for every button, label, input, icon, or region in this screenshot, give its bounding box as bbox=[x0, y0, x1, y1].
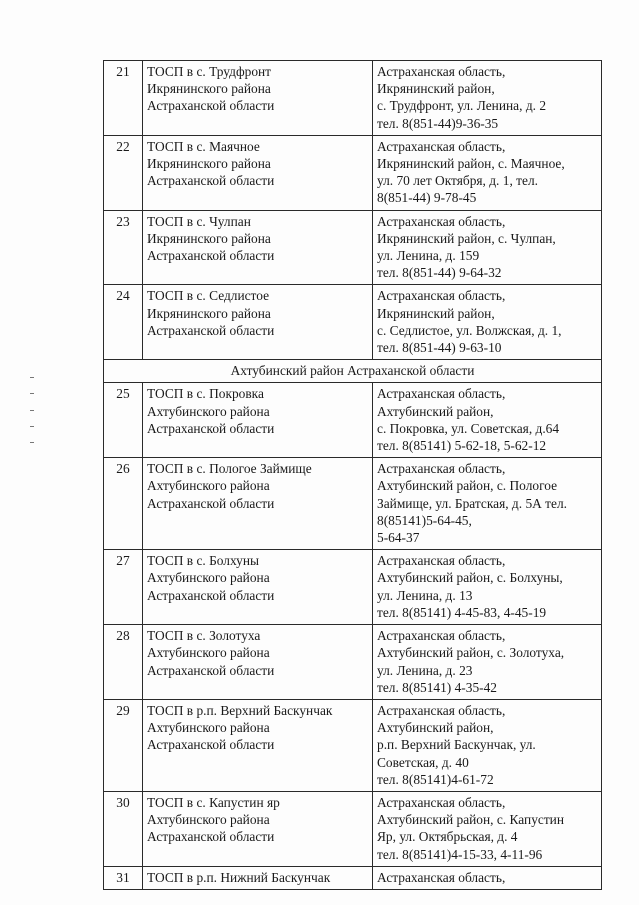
address-line: Астраханская область, bbox=[377, 869, 506, 885]
office-name-line: Астраханской области bbox=[147, 829, 275, 845]
section-row bbox=[104, 360, 602, 383]
office-name-cell bbox=[143, 458, 373, 550]
office-name-cell bbox=[143, 383, 373, 458]
row-number: 24 bbox=[104, 285, 143, 360]
office-name-cell bbox=[143, 285, 373, 360]
address-line: Ахтубинский район, с. Пологое bbox=[377, 478, 558, 494]
office-name-line: Ахтубинского района bbox=[147, 403, 270, 419]
row-number: 22 bbox=[104, 135, 143, 210]
address-line: Астраханская область, bbox=[377, 794, 506, 810]
address-line: 8(85141)5-64-45, bbox=[377, 512, 472, 528]
office-name-cell bbox=[143, 866, 373, 889]
section-title: Ахтубинский район Астраханской области bbox=[104, 360, 602, 383]
office-name-line: Ахтубинского района bbox=[147, 720, 270, 736]
table-row bbox=[104, 210, 602, 285]
address-line: Астраханская область, bbox=[377, 628, 506, 644]
address-line: Астраханская область, bbox=[377, 138, 506, 154]
office-name-line: Икрянинского района bbox=[147, 81, 271, 97]
address-line: Яр, ул. Октябрьская, д. 4 bbox=[377, 829, 518, 845]
address-line: Икрянинский район, bbox=[377, 81, 495, 97]
address-line: тел. 8(85141) 4-45-83, 4-45-19 bbox=[377, 604, 547, 620]
office-name-line: ТОСП в с. Капустин яр bbox=[147, 794, 280, 810]
table-row bbox=[104, 699, 602, 791]
row-number: 31 bbox=[104, 866, 143, 889]
table-row bbox=[104, 135, 602, 210]
address-cell bbox=[373, 791, 602, 866]
address-line: Астраханская область, bbox=[377, 702, 506, 718]
scan-mark bbox=[30, 442, 34, 443]
address-line: р.п. Верхний Баскунчак, ул. bbox=[377, 737, 536, 753]
office-name-cell bbox=[143, 699, 373, 791]
address-line: тел. 8(851-44)9-36-35 bbox=[377, 115, 499, 131]
table-row bbox=[104, 625, 602, 700]
address-line: Ахтубинский район, с. Капустин bbox=[377, 812, 565, 828]
office-name-line: Ахтубинского района bbox=[147, 645, 270, 661]
address-cell bbox=[373, 866, 602, 889]
address-line: ул. Ленина, д. 23 bbox=[377, 662, 473, 678]
office-name-line: Икрянинского района bbox=[147, 305, 271, 321]
office-name-cell bbox=[143, 625, 373, 700]
address-line: с. Трудфронт, ул. Ленина, д. 2 bbox=[377, 98, 547, 114]
address-line: Астраханская область, bbox=[377, 386, 506, 402]
table-row bbox=[104, 791, 602, 866]
office-name-line: Астраханской области bbox=[147, 322, 275, 338]
table-row bbox=[104, 866, 602, 889]
office-name-line: ТОСП в с. Седлистое bbox=[147, 288, 270, 304]
address-cell bbox=[373, 285, 602, 360]
address-cell bbox=[373, 458, 602, 550]
address-cell bbox=[373, 135, 602, 210]
address-cell bbox=[373, 699, 602, 791]
table-row bbox=[104, 383, 602, 458]
address-line: тел. 8(85141)4-61-72 bbox=[377, 771, 494, 787]
row-number: 26 bbox=[104, 458, 143, 550]
table-row bbox=[104, 61, 602, 136]
office-name-line: ТОСП в с. Болхуны bbox=[147, 553, 260, 569]
scan-mark bbox=[30, 410, 34, 411]
office-name-line: Икрянинского района bbox=[147, 156, 271, 172]
office-name-cell bbox=[143, 210, 373, 285]
row-number: 23 bbox=[104, 210, 143, 285]
table-body-top bbox=[104, 61, 602, 360]
address-line: тел. 8(85141) 4-35-42 bbox=[377, 679, 498, 695]
office-name-line: Ахтубинского района bbox=[147, 812, 270, 828]
office-name-line: Астраханской области bbox=[147, 248, 275, 264]
address-line: Ахтубинский район, с. Золотуха, bbox=[377, 645, 565, 661]
row-number: 28 bbox=[104, 625, 143, 700]
address-line: с. Покровка, ул. Советская, д.64 bbox=[377, 420, 560, 436]
office-name-line: Астраханской области bbox=[147, 587, 275, 603]
office-name-line: Ахтубинского района bbox=[147, 570, 270, 586]
address-line: Советская, д. 40 bbox=[377, 754, 469, 770]
address-line: Икрянинский район, с. Чулпан, bbox=[377, 230, 556, 246]
address-line: с. Седлистое, ул. Волжская, д. 1, bbox=[377, 322, 562, 338]
office-name-line: Астраханской области bbox=[147, 420, 275, 436]
address-cell bbox=[373, 61, 602, 136]
row-number: 29 bbox=[104, 699, 143, 791]
table-row bbox=[104, 458, 602, 550]
scan-mark bbox=[30, 393, 34, 394]
office-name-line: ТОСП в с. Маячное bbox=[147, 138, 260, 154]
address-cell bbox=[373, 625, 602, 700]
address-line: 5-64-37 bbox=[377, 530, 420, 546]
row-number: 21 bbox=[104, 61, 143, 136]
address-cell bbox=[373, 383, 602, 458]
address-line: Икрянинский район, с. Маячное, bbox=[377, 156, 565, 172]
address-line: Займище, ул. Братская, д. 5А тел. bbox=[377, 495, 567, 511]
address-line: ул. 70 лет Октября, д. 1, тел. bbox=[377, 173, 538, 189]
office-name-line: ТОСП в с. Чулпан bbox=[147, 213, 251, 229]
section-header bbox=[104, 360, 602, 383]
table-row bbox=[104, 285, 602, 360]
table-body-bottom bbox=[104, 383, 602, 889]
office-name-line: Ахтубинского района bbox=[147, 478, 270, 494]
office-name-line: ТОСП в с. Покровка bbox=[147, 386, 264, 402]
address-line: Астраханская область, bbox=[377, 553, 506, 569]
office-name-cell bbox=[143, 61, 373, 136]
office-name-line: ТОСП в с. Золотуха bbox=[147, 628, 261, 644]
office-name-line: Икрянинского района bbox=[147, 230, 271, 246]
scan-mark bbox=[30, 426, 34, 427]
address-line: Астраханская область, bbox=[377, 288, 506, 304]
address-line: Ахтубинский район, bbox=[377, 403, 494, 419]
address-line: ул. Ленина, д. 13 bbox=[377, 587, 473, 603]
address-line: Астраханская область, bbox=[377, 64, 506, 79]
office-name-line: ТОСП в р.п. Верхний Баскунчак bbox=[147, 702, 333, 718]
office-name-line: Астраханской области bbox=[147, 737, 275, 753]
table-row bbox=[104, 550, 602, 625]
office-name-line: Астраханской области bbox=[147, 173, 275, 189]
address-line: тел. 8(85141) 5-62-18, 5-62-12 bbox=[377, 438, 547, 454]
scan-mark bbox=[30, 377, 34, 378]
address-line: Астраханская область, bbox=[377, 213, 506, 229]
office-name-line: ТОСП в с. Пологое Займище bbox=[147, 461, 312, 477]
office-name-cell bbox=[143, 791, 373, 866]
office-name-line: Астраханской области bbox=[147, 662, 275, 678]
office-name-line: Астраханской области bbox=[147, 98, 275, 114]
address-line: Икрянинский район, bbox=[377, 305, 495, 321]
address-line: Астраханская область, bbox=[377, 461, 506, 477]
row-number: 27 bbox=[104, 550, 143, 625]
address-cell bbox=[373, 210, 602, 285]
office-name-cell bbox=[143, 135, 373, 210]
address-line: тел. 8(851-44) 9-64-32 bbox=[377, 265, 502, 281]
address-line: тел. 8(851-44) 9-63-10 bbox=[377, 340, 502, 356]
address-line: Ахтубинский район, с. Болхуны, bbox=[377, 570, 563, 586]
address-line: тел. 8(85141)4-15-33, 4-11-96 bbox=[377, 846, 543, 862]
address-line: ул. Ленина, д. 159 bbox=[377, 248, 480, 264]
offices-table bbox=[103, 60, 602, 890]
row-number: 25 bbox=[104, 383, 143, 458]
office-name-line: ТОСП в р.п. Нижний Баскунчак bbox=[147, 869, 331, 885]
office-name-cell bbox=[143, 550, 373, 625]
row-number: 30 bbox=[104, 791, 143, 866]
address-line: 8(851-44) 9-78-45 bbox=[377, 190, 477, 206]
office-name-line: ТОСП в с. Трудфронт bbox=[147, 64, 272, 79]
address-line: Ахтубинский район, bbox=[377, 720, 494, 736]
office-name-line: Астраханской области bbox=[147, 495, 275, 511]
address-cell bbox=[373, 550, 602, 625]
